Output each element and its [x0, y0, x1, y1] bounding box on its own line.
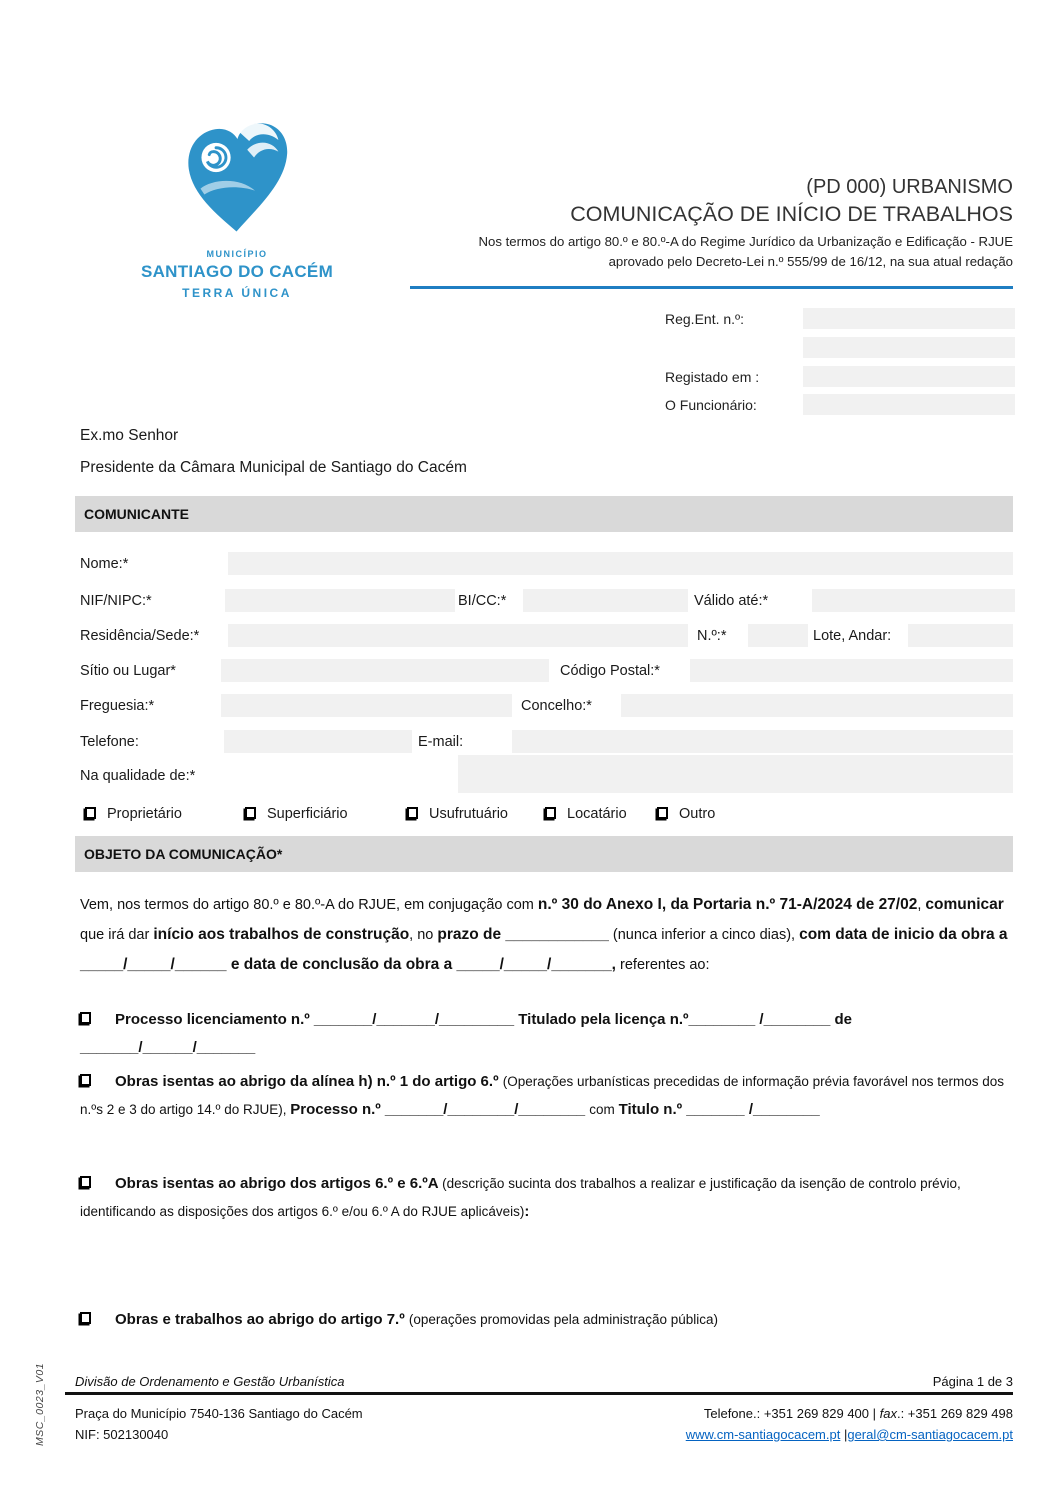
bicc-label: BI/CC:*	[458, 593, 507, 609]
document-subtitle-line2: aprovado pelo Decreto-Lei n.º 555/99 de 16/12, na sua atual redação	[608, 253, 1013, 269]
logo-name-text: SANTIAGO DO CACÉM	[140, 262, 334, 281]
qualidade-field[interactable]	[458, 755, 1013, 793]
document-code-title: (PD 000) URBANISMO	[806, 176, 1013, 198]
text-segment: fax	[879, 1406, 897, 1421]
section-comunicante: COMUNICANTE	[75, 496, 1013, 532]
objeto-item-text	[80, 1011, 852, 1056]
nome-field[interactable]	[228, 552, 1013, 575]
text-segment: com data de inicio da obra a _____/_____/______ e data de conclusão da obra a _____/_____/_______,	[80, 926, 1008, 973]
text-segment: Obras isentas ao abrigo dos artigos 6.º e 6.ºA	[115, 1175, 443, 1192]
document-version-code: MSC_0023_V01	[34, 1362, 46, 1446]
checkbox-outro[interactable]	[657, 807, 668, 819]
codigo-postal-label: Código Postal:*	[560, 663, 660, 679]
footer-nif: NIF: 502130040	[75, 1427, 169, 1442]
nome-label: Nome:*	[80, 556, 129, 572]
codigo-postal-field[interactable]	[690, 659, 1013, 682]
funcionario-label: O Funcionário:	[665, 397, 757, 413]
text-segment: .: +351 269 829 498	[896, 1406, 1013, 1421]
checkbox-superficiario[interactable]	[245, 807, 256, 819]
lote-andar-label: Lote, Andar:	[813, 628, 892, 644]
checkbox-proprietario[interactable]	[85, 807, 96, 819]
text-segment: Titulo n.º _______ /________	[618, 1101, 820, 1118]
footer-address-block	[75, 1403, 363, 1445]
text-segment: ,	[917, 897, 926, 913]
footer-contact-block	[686, 1403, 1013, 1445]
text-segment: prazo de ____________	[437, 926, 609, 943]
objeto-item-text	[80, 1073, 1004, 1118]
qualidade-label: Na qualidade de:*	[80, 768, 196, 784]
option-outro-label: Outro	[679, 806, 716, 822]
text-segment: Processo n.º _______/________/________	[290, 1101, 590, 1118]
objeto-item-text	[80, 1175, 961, 1220]
text-segment: Vem, nos termos do artigo 80.º e 80.º-A do RJUE, em conjugação com	[80, 897, 538, 913]
nif-label: NIF/NIPC:*	[80, 593, 152, 609]
heart-wave-logo-icon	[181, 112, 293, 240]
freguesia-label: Freguesia:*	[80, 698, 155, 714]
footer-website-link[interactable]: www.cm-santiagocacem.pt	[685, 1427, 841, 1442]
text-segment: Obras isentas ao abrigo da alínea h) n.º 1 do artigo 6.º	[115, 1073, 503, 1090]
registado-em-field[interactable]	[803, 366, 1015, 387]
telefone-label: Telefone:	[80, 734, 139, 750]
bicc-field[interactable]	[523, 589, 688, 612]
numero-label: N.º:*	[697, 628, 727, 644]
text-segment: (Operações urbanísticas precedidas de informação prévia favorável nos termos dos n.ºs 2 e 3 do artigo 14.º do RJUE),	[80, 1074, 1004, 1117]
text-segment: :	[524, 1203, 530, 1220]
objeto-item-text	[115, 1311, 718, 1328]
valido-ate-label: Válido até:*	[694, 593, 769, 609]
option-usufrutuario-label: Usufrutuário	[429, 806, 508, 822]
sitio-label: Sítio ou Lugar*	[80, 663, 176, 679]
email-label: E-mail:	[418, 734, 464, 750]
text-segment: (operações promovidas pela administração pública)	[408, 1312, 719, 1327]
text-segment: referentes ao:	[616, 957, 710, 973]
footer-divider	[65, 1392, 1013, 1395]
greeting-line2: Presidente da Câmara Municipal de Santiago do Cacém	[80, 459, 467, 476]
document-header	[373, 176, 1013, 272]
reg-ent-label: Reg.Ent. n.º:	[665, 311, 745, 327]
text-segment: , no	[409, 927, 438, 943]
telefone-field[interactable]	[224, 730, 412, 753]
checkbox-obras-trabalhos-artigo-7[interactable]	[80, 1312, 91, 1324]
email-field[interactable]	[512, 730, 1013, 753]
nif-field[interactable]	[225, 589, 455, 612]
text-segment: Telefone.: +351 269 829 400 |	[703, 1406, 880, 1421]
text-segment: Obras e trabalhos ao abrigo do artigo 7.º	[115, 1311, 409, 1328]
text-segment: início aos trabalhos de construção	[153, 926, 410, 943]
objeto-option-obras-isentas-alinea-h	[80, 1068, 1016, 1124]
objeto-option-obras-trabalhos-artigo-7	[80, 1306, 1016, 1334]
checkbox-usufrutuario[interactable]	[407, 807, 418, 819]
header-divider	[410, 286, 1013, 289]
text-segment: que irá dar	[80, 927, 154, 943]
registado-em-label: Registado em :	[665, 369, 760, 385]
logo-municipio-text: MUNICÍPIO	[206, 249, 268, 259]
residencia-label: Residência/Sede:*	[80, 628, 200, 644]
text-segment: Processo licenciamento n.º _______/_______/_________ Titulado pela licença n.º________ /________ de _______/______/_______	[80, 1011, 852, 1056]
text-segment: com	[589, 1102, 619, 1117]
sitio-field[interactable]	[221, 659, 549, 682]
objeto-option-processo-licenciamento	[80, 1006, 1016, 1062]
text-segment: (nunca inferior a cinco dias),	[608, 927, 800, 943]
checkbox-locatario[interactable]	[545, 807, 556, 819]
residencia-field[interactable]	[228, 624, 688, 647]
concelho-label: Concelho:*	[521, 698, 592, 714]
freguesia-field[interactable]	[221, 694, 512, 717]
footer-email-link[interactable]: geral@cm-santiagocacem.pt	[847, 1427, 1013, 1442]
municipality-logo	[112, 112, 362, 300]
footer-link-separator: |	[840, 1427, 848, 1442]
concelho-field[interactable]	[621, 694, 1013, 717]
option-superficiario-label: Superficiário	[267, 806, 348, 822]
document-title: COMUNICAÇÃO DE INÍCIO DE TRABALHOS	[570, 202, 1013, 226]
funcionario-field[interactable]	[803, 394, 1015, 415]
text-segment: (descrição sucinta dos trabalhos a realizar e justificação da isenção de controlo prévio, identificando as disposições dos artigos 6.º e/ou 6.º A do RJUE aplicáveis)	[80, 1176, 961, 1219]
objeto-intro-paragraph	[80, 890, 1016, 980]
checkbox-obras-isentas-alinea-h[interactable]	[80, 1074, 91, 1086]
text-segment: n.º 30 do Anexo I, da Portaria n.º 71-A/2024 de 27/02	[537, 896, 918, 913]
text-segment: comunicar	[925, 896, 1004, 913]
checkbox-obras-isentas-artigos-6-6a[interactable]	[80, 1176, 91, 1188]
checkbox-processo-licenciamento[interactable]	[80, 1012, 91, 1024]
numero-field[interactable]	[748, 624, 808, 647]
option-locatario-label: Locatário	[567, 806, 627, 822]
footer-division: Divisão de Ordenamento e Gestão Urbanística	[75, 1374, 345, 1389]
objeto-option-obras-isentas-artigos-6-6a	[80, 1170, 1016, 1226]
lote-andar-field[interactable]	[908, 624, 1013, 647]
reg-ent-field[interactable]	[803, 308, 1015, 329]
document-subtitle-line1: Nos termos do artigo 80.º e 80.º-A do Regime Jurídico da Urbanização e Edificação - RJUE	[478, 234, 1013, 249]
footer-address: Praça do Município 7540-136 Santiago do Cacém	[75, 1406, 363, 1421]
footer-links	[686, 1424, 1013, 1445]
reg-ent-field-2[interactable]	[803, 337, 1015, 358]
footer-page-number: Página 1 de 3	[932, 1374, 1013, 1389]
valido-ate-field[interactable]	[812, 589, 1015, 612]
logo-tagline-text: TERRA ÚNICA	[182, 286, 292, 300]
option-proprietario-label: Proprietário	[107, 806, 182, 822]
footer-phone	[686, 1403, 1013, 1424]
section-objeto: OBJETO DA COMUNICAÇÃO*	[75, 836, 1013, 872]
greeting-line1: Ex.mo Senhor	[80, 427, 179, 444]
